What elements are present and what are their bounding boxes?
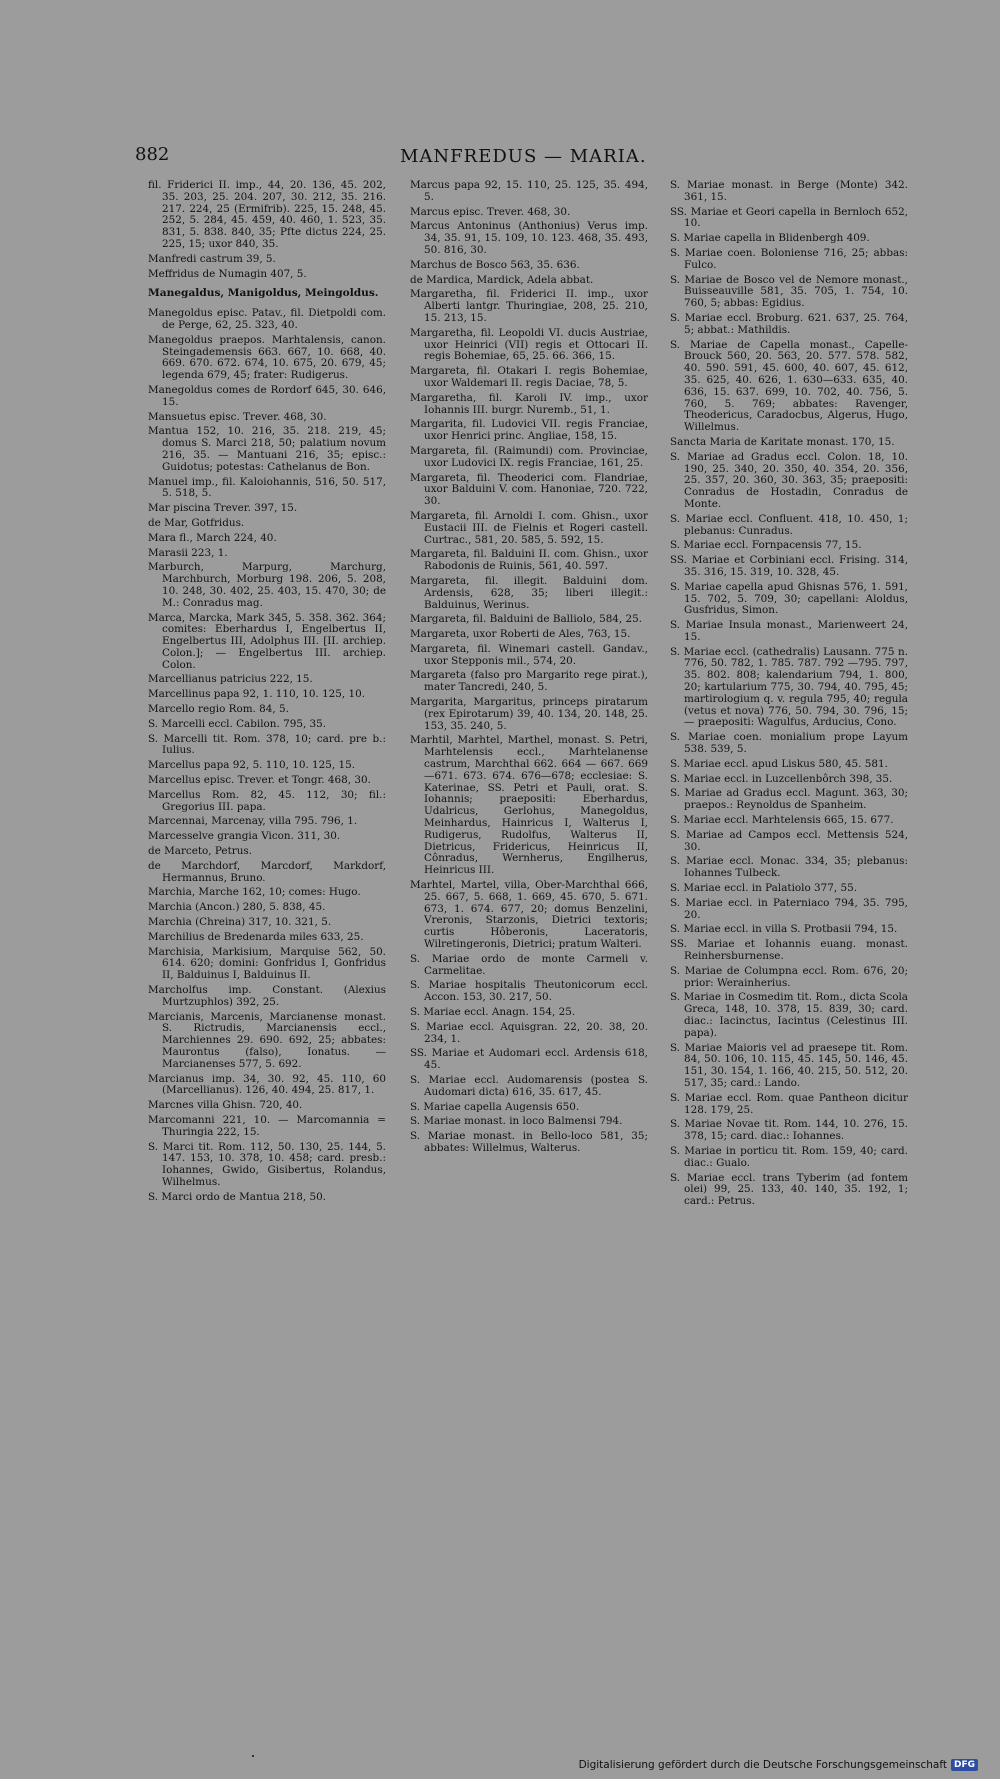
index-entry: SS. Mariae et Audomari eccl. Ardensis 618, 45.	[410, 1047, 648, 1072]
index-entry: Marhtil, Marhtel, Marthel, monast. S. Petri, Marhtelensis eccl., Marhtelanense castrum, Marchthal 662. 664 — 667. 669—671. 673. 674. 676—678; ecclesiae: S. Katerinae, SS. Petri et Pauli, orat. S. Iohannis; praepositi: Eberhardus, Udalricus, Gerlohus, Manegoldus, Meinhardus, Hainricus I, Walterus I, Rudigerus, Rudolfus, Walterus II, Dietricus, Fridericus, Heinricus II, Cônradus, Wernherus, Engilherus, Heinricus III.	[410, 734, 648, 877]
index-entry: Margareta, fil. illegit. Balduini dom. Ardensis, 628, 35; liberi illegit.: Balduinus, Werinus.	[410, 574, 648, 611]
index-entry: Margareta, uxor Roberti de Ales, 763, 15.	[410, 628, 631, 641]
index-entry: S. Mariae eccl. trans Tyberim (ad fontem olei) 99, 25. 133, 40. 140, 35. 192, 1; card.: Petrus.	[670, 1171, 908, 1208]
index-entry: S. Mariae monast. in Berge (Monte) 342. 361, 15.	[670, 180, 908, 203]
index-entry: S. Mariae eccl. Confluent. 418, 10. 450, 1; plebanus: Cunradus.	[670, 512, 908, 537]
index-entry: Marchilius de Bredenarda miles 633, 25.	[148, 930, 364, 943]
index-entry: Margaretha, fil. Karoli IV. imp., uxor Iohannis III. burgr. Nuremb., 51, 1.	[410, 391, 648, 416]
index-entry: Margaretha, fil. Leopoldi VI. ducis Austriae, uxor Heinrici (VII) regis et Ottocari II. regis Bohemiae, 65, 25. 66. 366, 15.	[410, 326, 648, 363]
index-entry: Marasii 223, 1.	[148, 546, 228, 559]
index-entry: S. Mariae Maioris vel ad praesepe tit. Rom. 84, 50. 106, 10. 115, 45. 145, 50. 146, 45. 151, 30. 154, 1. 166, 40. 215, 50. 512, 20. 517, 35; card.: Lando.	[670, 1041, 908, 1089]
index-entry: Marchus de Bosco 563, 35. 636.	[410, 258, 580, 271]
index-entry: Marcianus imp. 34, 30. 92, 45. 110, 60 (Marcellianus). 126, 40. 494, 25. 817, 1.	[148, 1072, 386, 1097]
page-number: 882	[135, 144, 170, 165]
index-entry: Marchia (Ancon.) 280, 5. 838, 45.	[148, 901, 326, 914]
index-entry: S. Mariae eccl. in Paterniaco 794, 35. 795, 20.	[670, 896, 908, 921]
index-entry: de Marchdorf, Marcdorf, Markdorf, Hermannus, Bruno.	[148, 859, 386, 884]
index-entry: Sancta Maria de Karitate monast. 170, 15.	[670, 435, 895, 448]
index-entry: S. Mariae capella apud Ghisnas 576, 1. 591, 15. 702, 5. 709, 30; capellani: Aloldus, Gusfridus, Simon.	[670, 580, 908, 617]
index-column-1	[148, 180, 386, 1740]
index-entry: Manegaldus, Manigoldus, Meingoldus.	[148, 287, 379, 300]
index-entry: S. Mariae in porticu tit. Rom. 159, 40; card. diac.: Gualo.	[670, 1144, 908, 1169]
index-entry: S. Mariae de Columpna eccl. Rom. 676, 20; prior: Werainherius.	[670, 964, 908, 989]
index-entry: Margarita, Margaritus, princeps piratarum (rex Epirotarum) 39, 40. 134, 20. 148, 25. 153, 35. 240, 5.	[410, 696, 648, 732]
index-column-3	[670, 180, 908, 1740]
index-entry: S. Mariae coen. monialium prope Layum 538. 539, 5.	[670, 731, 908, 756]
index-entry: Manfredi castrum 39, 5.	[148, 252, 276, 265]
index-entry: S. Mariae eccl. Anagn. 154, 25.	[410, 1006, 576, 1018]
index-column-2	[410, 180, 648, 1740]
index-entry: Marburch, Marpurg, Marchurg, Marchburch, Morburg 198. 206, 5. 208, 10. 248, 30. 402, 25. 403, 15. 470, 30; de M.: Conradus mag.	[148, 561, 386, 609]
index-entry: Marcellus Rom. 82, 45. 112, 30; fil.: Gregorius III. papa.	[148, 788, 386, 813]
index-entry: Margareta, fil. Balduini de Balliolo, 584, 25.	[410, 613, 643, 626]
index-entry: S. Mariae eccl. Audomarensis (postea S. Audomari dicta) 616, 35. 617, 45.	[410, 1073, 648, 1098]
index-entry: Marcellus papa 92, 5. 110, 10. 125, 15.	[148, 759, 356, 772]
running-head: MANFREDUS — MARIA.	[400, 146, 647, 167]
index-entry: Marchia, Marche 162, 10; comes: Hugo.	[148, 886, 361, 899]
index-entry: Manegoldus episc. Patav., fil. Dietpoldi com. de Perge, 62, 25. 323, 40.	[148, 307, 386, 331]
index-entry: Margareta, fil. Balduini II. com. Ghisn., uxor Rabodonis de Ruinis, 561, 40. 597.	[410, 548, 648, 573]
digitization-credit	[579, 1759, 978, 1771]
index-entry: Manuel imp., fil. Kaloiohannis, 516, 50. 517, 5. 518, 5.	[148, 475, 386, 500]
index-entry: Marca, Marcka, Mark 345, 5. 358. 362. 364; comites: Eberhardus I, Engelbertus II, Engelbertus III, Adolphus III. [II. archiep. Colon.]; — Engelbertus III. archiep. Colon.	[148, 611, 386, 671]
index-entry: S. Mariae eccl. in villa S. Protbasii 794, 15.	[670, 923, 898, 936]
index-entry: S. Mariae eccl. Monac. 334, 35; plebanus: Iohannes Tulbeck.	[670, 855, 908, 880]
index-entry: S. Mariae capella in Blidenbergh 409.	[670, 232, 870, 245]
index-entry: S. Mariae eccl. Fornpacensis 77, 15.	[670, 539, 862, 552]
index-entry: Margareta, fil. Arnoldi I. com. Ghisn., uxor Eustacii III. de Fielnis et Rogeri castell. Curtrac., 581, 20. 585, 5. 592, 15.	[410, 509, 648, 546]
index-entry: Marcus episc. Trever. 468, 30.	[410, 205, 571, 218]
index-columns	[148, 180, 908, 1740]
index-entry: Marcianis, Marcenis, Marcianense monast. S. Rictrudis, Marcianensis eccl., Marchiennes 29. 690. 692, 25; abbates: Maurontus (falso), Ionatus. — Marcianenses 577, 5. 692.	[148, 1010, 386, 1070]
index-entry: Meffridus de Numagin 407, 5.	[148, 267, 307, 280]
index-entry: Marcellianus patricius 222, 15.	[148, 673, 313, 686]
index-entry: de Marceto, Petrus.	[148, 845, 253, 858]
index-entry: S. Marcelli tit. Rom. 378, 10; card. pre b.: Iulius.	[148, 732, 386, 757]
index-entry: S. Mariae eccl. Aquisgran. 22, 20. 38, 20. 234, 1.	[410, 1020, 648, 1045]
index-entry: Marcus papa 92, 15. 110, 25. 125, 35. 494, 5.	[410, 180, 648, 203]
index-entry: Margareta, fil. Theoderici com. Flandriae, uxor Balduini V. com. Hanoniae, 720. 722, 30.	[410, 471, 648, 508]
index-entry: SS. Mariae et Geori capella in Bernloch 652, 10.	[670, 205, 908, 230]
dfg-logo: DFG	[951, 1759, 978, 1771]
index-entry: Margareta (falso pro Margarito rege pirat.), mater Tancredi, 240, 5.	[410, 669, 648, 694]
index-entry: S. Mariae eccl. Broburg. 621. 637, 25. 764, 5; abbat.: Mathildis.	[670, 311, 908, 336]
index-entry: Manegoldus comes de Rordorf 645, 30. 646, 15.	[148, 383, 386, 408]
index-entry: Marcello regio Rom. 84, 5.	[148, 703, 289, 716]
index-entry: Marchisia, Markisium, Marquise 562, 50. 614. 620; domini: Gonfridus I, Gonfridus II, Balduinus I, Balduinus II.	[148, 945, 386, 982]
index-entry: S. Mariae eccl. apud Liskus 580, 45. 581.	[670, 757, 888, 770]
index-entry: Marchia (Chreina) 317, 10. 321, 5.	[148, 916, 332, 929]
index-entry: S. Mariae monast. in loco Balmensi 794.	[410, 1115, 623, 1128]
index-entry: SS. Mariae et Corbiniani eccl. Frising. 314, 35. 316, 15. 319, 10. 328, 45.	[670, 554, 908, 578]
index-entry: Marcesselve grangia Vicon. 311, 30.	[148, 830, 341, 843]
index-entry: S. Marci tit. Rom. 112, 50. 130, 25. 144, 5. 147. 153, 10. 378, 10. 458; card. presb.: Iohannes, Gwido, Gisibertus, Rolandus, Wilhelmus.	[148, 1140, 386, 1188]
index-entry: S. Mariae monast. in Bello-loco 581, 35; abbates: Willelmus, Walterus.	[410, 1130, 648, 1154]
index-entry: Margareta, fil. Winemari castell. Gandav., uxor Stepponis mil., 574, 20.	[410, 642, 648, 667]
index-entry: Margareta, fil. (Raimundi) com. Provinciae, uxor Ludovici IX. regis Franciae, 161, 25.	[410, 444, 648, 469]
scan-speck	[252, 1755, 254, 1757]
index-entry: Margaretha, fil. Friderici II. imp., uxor Alberti lantgr. Thuringiae, 208, 25. 210, 15. 213, 15.	[410, 288, 648, 324]
index-entry: S. Mariae de Bosco vel de Nemore monast., Buisseauville 581, 35. 705, 1. 754, 10. 760, 5; abbas: Egidius.	[670, 273, 908, 310]
index-entry: de Mardica, Mardick, Adela abbat.	[410, 273, 594, 286]
index-entry: S. Mariae in Cosmedim tit. Rom., dicta Scola Greca, 148, 10. 378, 15. 839, 30; card. diac.: Iacinctus, Iacintus (Celestinus III. papa).	[670, 991, 908, 1039]
index-entry: Manegoldus praepos. Marhtalensis, canon. Steingademensis 663. 667, 10. 668, 40. 669. 670. 672. 674, 10. 675, 20. 679, 45; legenda 679, 45; frater: Rudigerus.	[148, 333, 386, 382]
index-entry: S. Marcelli eccl. Cabilon. 795, 35.	[148, 717, 327, 730]
index-entry: S. Mariae ad Campos eccl. Mettensis 524, 30.	[670, 828, 908, 853]
index-entry: Mara fl., March 224, 40.	[148, 531, 277, 544]
index-entry: S. Mariae eccl. in Palatiolo 377, 55.	[670, 882, 857, 895]
index-entry: S. Mariae eccl. Rom. quae Pantheon dicitur 128. 179, 25.	[670, 1091, 908, 1116]
index-entry: Margareta, fil. Otakari I. regis Bohemiae, uxor Waldemari II. regis Daciae, 78, 5.	[410, 365, 648, 389]
index-entry: S. Mariae ad Gradus eccl. Magunt. 363, 30; praepos.: Reynoldus de Spanheim.	[670, 787, 908, 812]
index-entry: SS. Mariae et Iohannis euang. monast. Reinhersburnense.	[670, 938, 908, 963]
index-entry: Marcellus episc. Trever. et Tongr. 468, 30.	[148, 774, 371, 787]
index-entry: Marcnes villa Ghisn. 720, 40.	[148, 1099, 303, 1112]
credit-text: Digitalisierung gefördert durch die Deutsche Forschungsgemeinschaft	[578, 1759, 947, 1771]
index-entry: S. Mariae eccl. (cathedralis) Lausann. 775 n. 776, 50. 782, 1. 785. 787. 792 —795. 797, 35. 802. 808; kalendarium 794, 1. 800, 20; kartularium 775, 30. 794, 40. 795, 45; martirologium q. v. regula 795, 40; regula (vetus et nova) 776, 50. 794, 30. 796, 15; — praepositi: Wagulfus, Arducius, Cono.	[670, 645, 908, 729]
index-entry: S. Mariae ad Gradus eccl. Colon. 18, 10. 190, 25. 340, 20. 350, 40. 354, 20. 356, 25. 357, 20. 360, 30. 363, 35; praepositi: Conradus de Hostadin, Conradus de Monte.	[670, 450, 908, 510]
index-entry: Mantua 152, 10. 216, 35. 218. 219, 45; domus S. Marci 218, 50; palatium novum 216, 35. — Mantuani 216, 35; episc.: Guidotus; potestas: Cathelanus de Bon.	[148, 425, 386, 473]
index-entry: S. Mariae capella Augensis 650.	[410, 1100, 580, 1113]
index-entry: Marcholfus imp. Constant. (Alexius Murtzuphlos) 392, 25.	[148, 984, 386, 1008]
index-entry: fil. Friderici II. imp., 44, 20. 136, 45. 202, 35. 203, 25. 204. 207, 30. 212, 35. 216. 217. 224, 25 (Ermifrib). 225, 15. 248, 45. 252, 5. 284, 45. 459, 40. 460, 1. 523, 35. 831, 5. 838. 840, 35; Pfte dictus 224, 25. 225, 15; uxor 840, 35.	[148, 180, 386, 250]
index-entry: S. Mariae eccl. Marhtelensis 665, 15. 677.	[670, 814, 894, 827]
index-entry: S. Mariae Insula monast., Marienweert 24, 15.	[670, 619, 908, 643]
index-entry: S. Mariae de Capella monast., Capelle-Brouck 560, 20. 563, 20. 577. 578. 582, 40. 590. 591, 45. 600, 40. 607, 45. 612, 35. 625, 40. 626, 1. 630—633. 635, 40. 636, 15. 637. 699, 10. 702, 40. 756, 5. 760, 5. 769; abbates: Ravenger, Theodericus, Caradocbus, Algerus, Hugo, Willelmus.	[670, 338, 908, 434]
index-entry: Mansuetus episc. Trever. 468, 30.	[148, 410, 327, 423]
index-entry: Marcomanni 221, 10. — Marcomannia = Thuringia 222, 15.	[148, 1113, 386, 1138]
index-entry: S. Mariae Novae tit. Rom. 144, 10. 276, 15. 378, 15; card. diac.: Iohannes.	[670, 1118, 908, 1143]
index-entry: S. Mariae hospitalis Theutonicorum eccl. Accon. 153, 30. 217, 50.	[410, 979, 648, 1004]
index-entry: Marcellinus papa 92, 1. 110, 10. 125, 10.	[148, 688, 366, 701]
index-entry: S. Mariae coen. Boloniense 716, 25; abbas: Fulco.	[670, 246, 908, 271]
index-entry: S. Marci ordo de Mantua 218, 50.	[148, 1190, 326, 1203]
index-entry: S. Mariae ordo de monte Carmeli v. Carmelitae.	[410, 952, 648, 977]
index-entry: de Mar, Gotfridus.	[148, 516, 245, 529]
index-entry: Mar piscina Trever. 397, 15.	[148, 502, 298, 515]
index-entry: S. Mariae eccl. in Luzcellenbôrch 398, 35.	[670, 772, 893, 785]
index-entry: Marhtel, Martel, villa, Ober-Marchthal 666, 25. 667, 5. 668, 1. 669, 45. 670, 5. 671. 673, 1. 674. 677, 20; domus Benzelini, Vreronis, Starzonis, Dietrici textoris; curtis Hôberonis, Laceratoris, Wilretingeronis, Dietrici; pratum Walteri.	[410, 879, 648, 951]
index-entry: Margarita, fil. Ludovici VII. regis Franciae, uxor Henrici princ. Angliae, 158, 15.	[410, 418, 648, 443]
index-entry: Marcus Antoninus (Anthonius) Verus imp. 34, 35. 91, 15. 109, 10. 123. 468, 35. 493, 50. 816, 30.	[410, 220, 648, 256]
index-entry: Marcennai, Marcenay, villa 795. 796, 1.	[148, 815, 358, 828]
